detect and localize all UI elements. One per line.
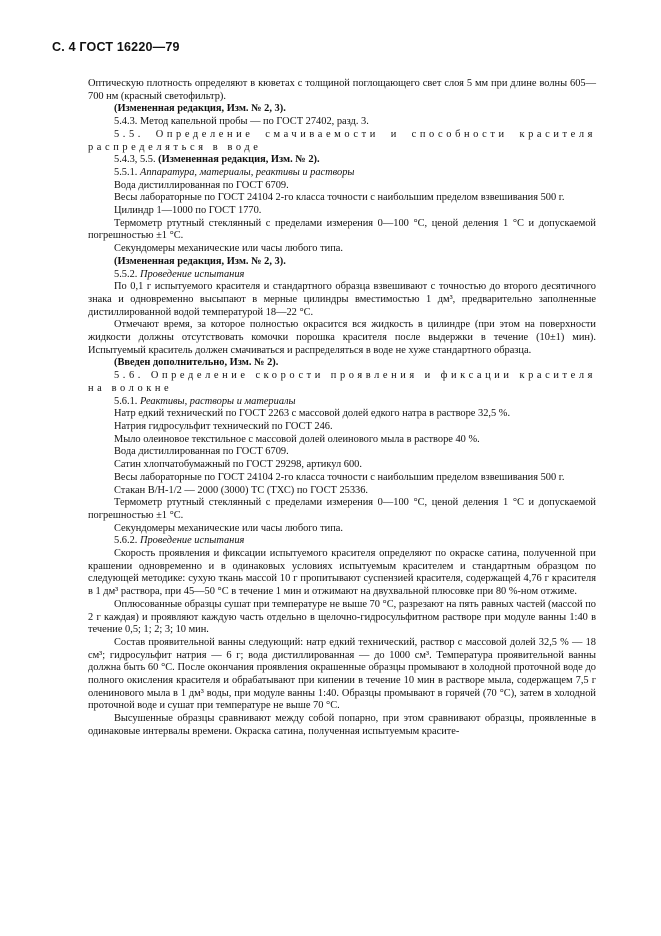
amendment-note: (Измененная редакция, Изм. № 2, 3). [114, 103, 286, 115]
paragraph: Высушенные образцы сравнивают между собой попарно, при этом сравнивают образцы, проявленные в одинаковые интервалы времени. Окраска сатина, полученная испытуемым красите- [88, 713, 596, 737]
paragraph: Сатин хлопчатобумажный по ГОСТ 29298, артикул 600. [114, 459, 362, 471]
paragraph: Вода дистиллированная по ГОСТ 6709. [114, 179, 289, 191]
paragraph: Мыло олеиновое текстильное с массовой долей олеинового мыла в растворе 40 %. [114, 433, 480, 445]
paragraph: Весы лабораторные по ГОСТ 24104 2-го класса точности с наибольшим пределом взвешивания 500 г. [114, 471, 565, 483]
paragraph: Состав проявительной ванны следующий: натр едкий технический, раствор с массовой долей 32,5 % — 18 см³; гидросульфит натрия — 6 г; вода дистиллированная — до 1000 см³. Температура проявительной ванны должна быть 60 °С. После окончания проявления окрашенные образцы промывают в холодной проточной воде до полного окисления красителя и обрабатывают при кипении в течение 10 мин в растворе мыла, содержащем 7,5 г оленинового мыла в 1 дм³ воды, при модуле ванны 1:40. Образцы промывают в горячей (70 °С), затем в холодной проточной воде и сушат при температуре не выше 70 °С. [88, 636, 596, 712]
subsection-title: Реактивы, растворы и материалы [139, 395, 296, 407]
paragraph: Секундомеры механические или часы любого типа. [114, 243, 343, 255]
paragraph: Натр едкий технический по ГОСТ 2263 с массовой долей едкого натра в растворе 32,5 %. [114, 408, 511, 420]
amendment-note: (Измененная редакция, Изм. № 2). [158, 154, 320, 166]
paragraph: Термометр ртутный стеклянный с пределами измерения 0—100 °С, ценой деления 1 °С и допускаемой погрешностью ±1 °С. [88, 217, 596, 242]
paragraph: 5.4.3. Метод капельной пробы — по ГОСТ 27402, разд. 3. [114, 116, 369, 128]
paragraph: Скорость проявления и фиксации испытуемого красителя определяют по окраске сатина, полученной при крашении одновременно и в одинаковых условиях испытуемым красителем и стандартным образцом по следующей методике: сухую ткань массой 10 г пропитывают суспензией красителя, содержащей 4,76 г красителя в 1 дм³ раствора, при 45—50 °С в течение 1 мин и отжимают на двухвальной плюсовке при 80 %-ном отжиме. [88, 548, 596, 598]
clause-number: 5.6.2. [114, 535, 140, 547]
clause-number: 5.4.3, 5.5. [114, 154, 159, 166]
subsection-title: Аппаратура, материалы, реактивы и растворы [139, 166, 355, 178]
paragraph: По 0,1 г испытуемого красителя и стандартного образца взвешивают с точностью до второго десятичного знака и одновременно высыпают в мерные цилиндры вместимостью 1 дм³, предварительно заполненные дистиллированной водой температурой 18—22 °С. [88, 281, 596, 318]
subsection-heading [88, 269, 596, 282]
subsection-title: Проведение испытания [139, 535, 245, 547]
paragraph: Весы лабораторные по ГОСТ 24104 2-го класса точности с наибольшим пределом взвешивания 500 г. [114, 192, 565, 204]
paragraph: Стакан В/Н-1/2 — 2000 (3000) ТС (ТХС) по ГОСТ 25336. [114, 484, 369, 496]
paragraph: Термометр ртутный стеклянный с пределами измерения 0—100 °С, ценой деления 1 °С и допускаемой погрешностью ±1 °С. [88, 497, 596, 521]
amendment-note: (Введен дополнительно, Изм. № 2). [114, 357, 279, 369]
page-header: С. 4 ГОСТ 16220—79 [52, 40, 180, 54]
section-heading: 5.5. Определение смачиваемости и способности красителя распределяться в воде [88, 128, 596, 153]
paragraph: Отмечают время, за которое полностью окрасится вся жидкость в цилиндре (при этом на поверхности жидкости должны отсутствовать комочки порошка красителя после выдержки в течение (10±1) мин). Испытуемый краситель должен смачиваться и распределяться в воде не хуже стандартного образца. [88, 319, 596, 356]
subsection-heading [88, 167, 596, 180]
section-heading: 5.6. Определение скорости проявления и фиксации красителя на волокне [88, 370, 596, 394]
document-body [88, 78, 596, 739]
paragraph: Цилиндр 1—1000 по ГОСТ 1770. [114, 205, 262, 217]
paragraph: Вода дистиллированная по ГОСТ 6709. [114, 446, 289, 458]
subsection-heading [88, 396, 596, 409]
clause-number: 5.5.1. [114, 166, 140, 178]
paragraph: Секундомеры механические или часы любого типа. [114, 522, 343, 534]
subsection-title: Проведение испытания [139, 268, 245, 280]
paragraph: Оптическую плотность определяют в кюветах с толщиной поглощающего свет слоя 5 мм при длине волны 605—700 нм (красный светофильтр). [88, 78, 596, 102]
subsection-heading [88, 535, 596, 548]
clause-number: 5.6.1. [114, 395, 140, 407]
paragraph: Оплюсованные образцы сушат при температуре не выше 70 °С, разрезают на пять равных частей (массой по 2 г каждая) и проявляют каждую часть отдельно в щелочно-гидросульфитном растворе при модуле ванны 1:40 в течение 0,5; 1; 2; 3; 10 мин. [88, 598, 596, 636]
paragraph: Натрия гидросульфит технический по ГОСТ 246. [114, 420, 333, 432]
clause-number: 5.5.2. [114, 268, 140, 280]
paragraph [88, 154, 596, 167]
amendment-note: (Измененная редакция, Изм. № 2, 3). [114, 255, 286, 267]
